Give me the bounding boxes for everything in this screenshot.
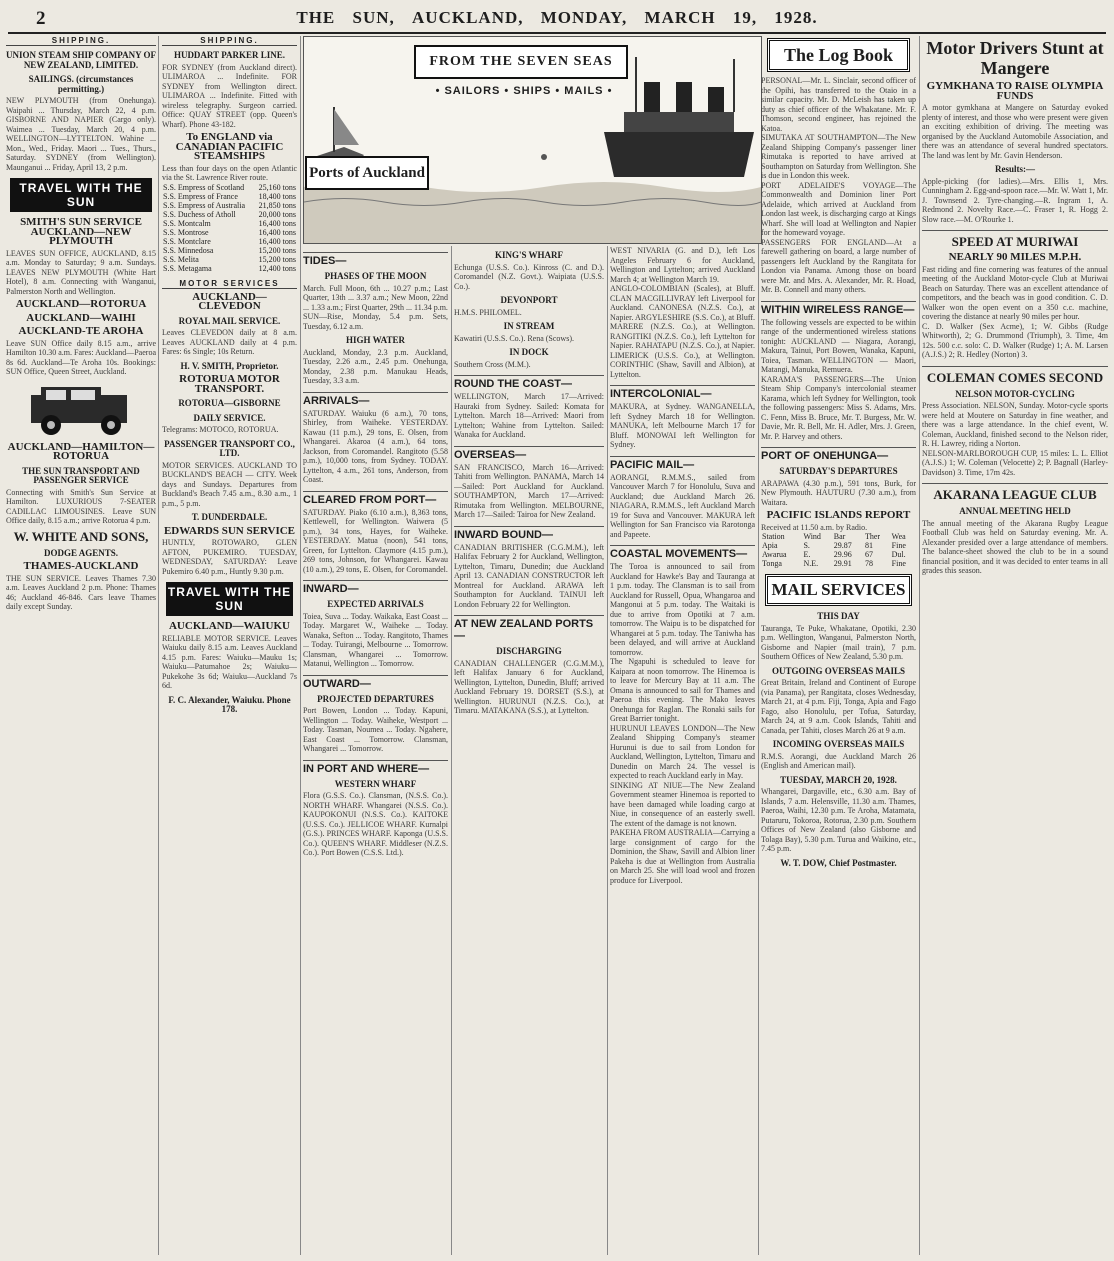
- coleman-heading: COLEMAN COMES SECOND: [922, 366, 1108, 385]
- pacific-mail-body: AORANGI, R.M.M.S., sailed from Vancouver March 7 for Honolulu, Suva and Auckland; due Auckland March 26. NIAGARA, R.M.M.S., left Auckland March 19 for Suva and Vancouver. MAKURA left Wellington for San Francisco via Rarotonga and Papeete.: [610, 472, 755, 539]
- outgoing-mails-heading: OUTGOING OVERSEAS MAILS: [771, 665, 906, 676]
- ports-column-1: [303, 246, 448, 1255]
- white-sons-heading: W. WHITE AND SONS,: [13, 528, 149, 544]
- inward-heading: INWARD—: [303, 580, 448, 595]
- expected-arrivals-body: Toiea, Suva ... Today. Waikaka, East Coast ... Today. Margaret W., Waiheke ... Today. Wanaka, Sefton ... Today. Rangitoto, Thames ... Today. Tuirangi, Melbourne ... Tomorrow. Clansman, Whangarei ... Tomorrow. Matanui, Wellington ... Tomorrow.: [303, 611, 448, 668]
- nz-ports-heading: AT NEW ZEALAND PORTS—: [454, 615, 604, 642]
- coastal-heading: COASTAL MOVEMENTS—: [610, 545, 755, 560]
- in-stream-body: Kawatiri (U.S.S. Co.). Rena (Scows).: [454, 333, 574, 343]
- speed-body: Fast riding and fine cornering was features of the annual meeting of the Auckland Motor-cycle Club at Muriwai Beach on Saturday. There was an excellent attendance of competitors, and the beach was in good condition. C. D. Walker won the open event on a 350 c.c. machine, covering the distance at nearly 90 miles per hour.: [922, 264, 1108, 321]
- table-row: Apia S. 29.87 81 Fine: [762, 541, 906, 550]
- seven-seas-title: FROM THE SEVEN SEAS: [414, 45, 628, 79]
- column-rule: [919, 36, 920, 1255]
- projected-departures-heading: PROJECTED DEPARTURES: [317, 693, 434, 704]
- saturday-departures-heading: SATURDAY'S DEPARTURES: [779, 466, 898, 476]
- table-row: S.S. Empress of France 18,400 tons: [163, 191, 296, 201]
- thames-auckland-heading: THAMES-AUCKLAND: [23, 560, 139, 572]
- high-water-body: Auckland, Monday, 2.3 p.m. Auckland, Tuesday, 2.26 a.m., 2.45 p.m. Onehunga, Monday, 2.38 p.m. Manukau Heads, Tuesday, 3.3 a.m.: [303, 347, 448, 385]
- seven-seas-header: [303, 36, 762, 244]
- passenger-transport-heading: PASSENGER TRANSPORT CO., LTD.: [164, 438, 295, 458]
- gymkhana-heading: GYMKHANA TO RAISE OLYMPIA FUNDS: [926, 80, 1104, 102]
- onehunga-body: ARAPAWA (4.30 p.m.), 591 tons, Burk, for New Plymouth. HAUTURU (7.30 a.m.), from Waitara.: [761, 478, 916, 507]
- high-water-heading: HIGH WATER: [346, 335, 405, 345]
- masthead-word: 1928.: [774, 8, 818, 27]
- motoco-line: Telegrams: MOTOCO, ROTORUA.: [162, 425, 279, 434]
- log-book-column: [761, 36, 916, 1255]
- cleared-heading: CLEARED FROM PORT—: [303, 491, 448, 506]
- mail-services-title: MAIL SERVICES: [765, 574, 912, 606]
- table-header: Station Wind Bar Ther Wea: [762, 532, 906, 541]
- seven-seas-subtitle: • SAILORS • SHIPS • MAILS •: [435, 85, 613, 97]
- dodge-agents: DODGE AGENTS.: [43, 547, 119, 558]
- overseas-heading: OVERSEAS—: [454, 446, 604, 461]
- postmaster-signature: W. T. DOW, Chief Postmaster.: [780, 857, 897, 868]
- outgoing-mails-body: Great Britain, Ireland and Continent of Europe (via Panama), per Rangitata, closes Wednesday, March 21, at 4 p.m. Fiji, Tonga, Apia and Fago Fago, also Honolulu, per Tofua, Saturday, March 24, at 9 a.m. Cook Islands, Tahiti and Canada, per Tahiti, closes March 26 at 9 a.m.: [761, 678, 916, 735]
- canadian-pacific-heading: To ENGLAND via CANADIAN PACIFIC STEAMSHIPS: [175, 131, 284, 162]
- tuesday-body: Whangarei, Dargaville, etc., 6.30 a.m. Bay of Islands, 7 a.m. Helensville, 11.30 a.m. Thames, Paeroa, Waihi, 12.30 p.m. Te Aroha, Matamata, Putaruru, Tokoroa, Rotorua, 2.30 p.m. Southern Offices of New Zealand (also Gisborne and Tolaga Bay), 5.30 p.m. Turua and Waikino, etc., 7.45 p.m.: [761, 787, 916, 853]
- weather-table: [761, 532, 916, 568]
- kings-wharf-heading: KING'S WHARF: [494, 250, 564, 260]
- table-row: S.S. Empress of Australia 21,850 tons: [163, 200, 296, 210]
- column-rule: [451, 246, 452, 1255]
- table-row: S.S. Melita 15,200 tons: [163, 254, 296, 264]
- section-label: SHIPPING.: [162, 36, 297, 46]
- in-dock-body: Southern Cross (M.M.).: [454, 359, 531, 369]
- intercolonial-body: MAKURA, at Sydney. WANGANELLA, left Sydney March 18 for Wellington. MANUKA, left Melbourne March 17 for Bluff. MONOWAI left Wellington for Sydney.: [610, 402, 755, 449]
- shipping-column-1: [6, 36, 156, 1255]
- table-row: Awarua E. 29.96 67 Dul.: [762, 550, 906, 559]
- passengers-item: PASSENGERS FOR ENGLAND—At a farewell gathering on board, a large number of passengers left Auckland by the Rangitata for London via Panama. Among those on board were Mr. and Mrs. A. Alexander, Mr. R. Hoad, Mr. B. Connell and many others.: [761, 237, 916, 294]
- karama-item: KARAMA'S PASSENGERS—The Union Steam Ship Company's intercolonial steamer Karama, which left Sydney for Wellington, took the following passengers: Miss S. Adams, Mrs. C. Fenn, Miss B. Bruce, Mr. T. Burgess, Mr. W. Davie, Mr. R. Bell, Mr. H. Adler, Mrs. J. Green, Mr. P. Harvey and others.: [761, 374, 916, 441]
- moon-heading: PHASES OF THE MOON: [324, 271, 427, 281]
- hamilton-body: Connecting with Smith's Sun Service at Hamilton. LUXURIOUS 7-SEATER CADILLAC LIMOUSINES. Leave SUN Office daily, 8.15 a.m.; arrive Rotorua 4 p.m.: [6, 487, 156, 525]
- section-label: SHIPPING.: [6, 36, 156, 46]
- huddart-body: FOR SYDNEY (from Auckland direct). ULIMAROA ... Indefinite. FOR SYDNEY from Wellington direct. ULIMAROA ... Indefinite. Fitted with wireless telegraphy. Surgeon carried. Office: QUAY STREET (opp. Queen's Wharf). Phone 43-182.: [162, 62, 297, 129]
- limousine-illustration: [21, 381, 141, 439]
- log-book-title: The Log Book: [767, 38, 910, 72]
- masthead-word: THE: [296, 8, 336, 27]
- coastal-body: The Toroa is announced to sail from Auckland for Hawke's Bay and Tauranga at 1 p.m. today. The Clansman is to sail from Auckland for Russell, Opua, Whangaroa and Mangonui at 5 p.m. today. The Waitaki is due to arrive from Opotiki at 7 a.m. tomorrow. The Waipu is to be dispatched for Whangarei at 5 p.m. today. The Taniwha has been delayed, and will arrive at Auckland tomorrow.: [610, 562, 755, 657]
- page-number: 2: [36, 8, 46, 29]
- in-port-heading: IN PORT AND WHERE—: [303, 760, 448, 775]
- masthead-word: 19,: [732, 8, 758, 27]
- column-rule: [300, 36, 301, 1255]
- sailings-body: NEW PLYMOUTH (from Onehunga). Waipahi ... Thursday, March 22, 4 p.m. GISBORNE AND NAPIER (Cargo only). Waimea ... Tuesday, March 20, 4 p.m. WELLINGTON—LYTTELTON. Wahine ... Mon., Wed., Friday. Maori ... Tues., Thurs., Saturday. SYDNEY (from Wellington). Maunganui ... Friday, April 13, 2 p.m.: [6, 96, 156, 172]
- nelson-body: Press Association. NELSON, Sunday. Motor-cycle sports were held at Moutere on Saturday in fine weather, and there was a large attendance. In the chief event, W. Coleman, Auckland, finished second to the Nelson rider, R. H. Lawrey, riding a Norton.: [922, 401, 1108, 448]
- onehunga-heading: PORT OF ONEHUNGA—: [761, 447, 916, 462]
- inward-bound-heading: INWARD BOUND—: [454, 526, 604, 541]
- arrivals-body: SATURDAY. Waiuku (6 a.m.), 70 tons, Shirley, from Waiheke. YESTERDAY. Kawau (11 p.m.), 29 tons, E. Olsen, from Whangarei. Akaroa (4 a.m.), 64 tons, Jackson, from Coromandel. Rangitoto (5.58 p.m.), 10,000 tons, from Sydney. TODAY. Lyttelton, 4 a.m., 261 tons, Anderson, from Coast.: [303, 408, 448, 484]
- in-dock-heading: IN DOCK: [509, 347, 549, 357]
- gymkhana-body: A motor gymkhana at Mangere on Saturday evoked plenty of interest, and those who were present were given an exciting exhibition of driving. The meeting was organised by the Auckland Automobile Association, and there was an attendance of several hundred spectators. The land was lent by Mr. Gavin Henderson.: [922, 103, 1108, 160]
- sailings-heading: SAILINGS. (circumstances permitting.): [28, 74, 134, 94]
- masthead: [8, 2, 1106, 34]
- masthead-word: SUN,: [352, 8, 395, 27]
- pacific-islands-heading: PACIFIC ISLANDS REPORT: [766, 509, 911, 521]
- fleet-table: [162, 183, 297, 273]
- masthead-word: MARCH: [644, 8, 716, 27]
- results-heading: Results:—: [995, 164, 1035, 174]
- table-row: S.S. Montcalm 16,400 tons: [163, 218, 296, 228]
- clevedon-body: Leaves CLEVEDON daily at 8 a.m. Leaves AUCKLAND daily at 4 p.m. Fares: 6s Single; 10s Return.: [162, 328, 297, 356]
- devonport-heading: DEVONPORT: [500, 295, 558, 305]
- motor-services-label: MOTOR SERVICES: [162, 279, 297, 289]
- te-aroha-body: Leave SUN Office daily 8.15 a.m., arrive Hamilton 10.30 a.m. Fares: Auckland—Paeroa 8s 6d. Auckland—Te Aroha 10s. Bookings: SUN Office, Queen Street, Auckland.: [6, 338, 156, 376]
- akarana-body: The annual meeting of the Akarana Rugby League Football Club was held on Saturday evening. Mr. A. Alexander presided over a large attendance of members. The balance-sheet showed the club to be in a sound financial position, and it was decided to enter teams in all grades this season.: [922, 518, 1108, 575]
- cleared-body: SATURDAY. Piako (6.10 a.m.), 8,363 tons, Kettlewell, for Wellington. Waiwera (5 p.m.), 34 tons, Hayes, for Waiheke. YESTERDAY. Matua (noon), 541 tons, Green, for Lyttelton. Claymore (4.15 p.m.), 269 tons, Johnson, for Whangarei. Kawau (10 a.m.), 29 tons, E. Olsen, for Coromandel.: [303, 507, 448, 574]
- table-row: S.S. Montrose 16,400 tons: [163, 227, 296, 237]
- intercolonial-heading: INTERCOLONIAL—: [610, 385, 755, 400]
- masthead-word: MONDAY,: [540, 8, 628, 27]
- round-coast-body: WELLINGTON, March 17—Arrived: Hauraki from Sydney. Sailed: Komata for Lyttelton. March 18—Arrived: Maori from Lyttelton; Wahine from Lyttelton. Sailed: Wanaka for Auckland.: [454, 392, 604, 439]
- pacific-islands-intro: Received at 11.50 a.m. by Radio.: [761, 522, 868, 532]
- philomel-line: H.M.S. PHILOMEL.: [454, 307, 522, 317]
- waiuku-body: RELIABLE MOTOR SERVICE. Leaves Waiuku daily 8.15 a.m. Leaves Auckland 4.15 p.m. Fares: Waiuku—Mauku 1s; Waiuku—Patumahoe 2s; Waiuku—Pukekohe 3s 6d; Waiuku—Auckland 7s 6d.: [162, 633, 297, 690]
- daily-service-label: DAILY SERVICE.: [193, 412, 266, 423]
- speed-results: C. D. Walker (Sex Acme), 1; W. Gibbs (Rudge Whitworth), 2; G. Drummond (Triumph), 3. Time, 4m 12s. 500 c.c. solo: C. D. Walker (Rudge) 1; A. M. Larsen (A.J.S.) 2; R. Hedley (Norton) 3.: [922, 321, 1108, 359]
- passenger-transport-body: MOTOR SERVICES. AUCKLAND TO BUCKLAND'S BEACH — CITY. Week days and Sundays. Departures from Buckland's Beach 7.45 a.m., 8.30 a.m., 1 p.m., 5 p.m.: [162, 460, 297, 508]
- table-row: S.S. Duchess of Atholl 20,000 tons: [163, 209, 296, 219]
- company-heading: UNION STEAM SHIP COMPANY OF NEW ZEALAND, LIMITED.: [6, 50, 156, 70]
- arrivals-heading: ARRIVALS—: [303, 392, 448, 407]
- incoming-mails-body: R.M.S. Aorangi, due Auckland March 26 (English and American mail).: [761, 751, 916, 770]
- this-day-body: Tauranga, Te Puke, Whakatane, Opotiki, 2.30 p.m. Wellington, Wanganui, Palmerston North, Gisborne and Napier (mail train), 7 p.m. Southern Offices of New Zealand, 5.30 p.m.: [761, 623, 916, 661]
- rimutaka-item: SIMUTAKA AT SOUTHAMPTON—The New Zealand Shipping Company's passenger liner Rimutaka is reported to have arrived at Southampton on Saturday from Wellington. She is due in London this week.: [761, 133, 916, 180]
- western-wharf-heading: WESTERN WHARF: [334, 778, 417, 789]
- in-stream-heading: IN STREAM: [503, 321, 555, 331]
- clevedon-heading: AUCKLAND—CLEVEDON: [192, 290, 267, 312]
- edwards-body: HUNTLY, ROTOWARO, GLEN AFTON, PUKEMIRO. TUESDAY, WEDNESDAY, SATURDAY: Leave Pukemiro 6.40 p.m., Huntly 9.30 p.m.: [162, 538, 297, 576]
- wireless-range-heading: WITHIN WIRELESS RANGE—: [761, 301, 916, 316]
- table-row: S.S. Empress of Scotland 25,160 tons: [163, 182, 296, 192]
- auckland-te-aroha-heading: AUCKLAND-TE AROHA: [18, 325, 144, 337]
- sun-body: SUN—Rise, Monday, 5.4 p.m. Sets, Tuesday, 6.12 a.m.: [303, 312, 448, 331]
- smith-service-body: LEAVES SUN OFFICE, AUCKLAND, 8.15 a.m. Monday to Saturday; 9 a.m. Sundays. LEAVES NEW PLYMOUTH (White Hart Hotel), 8 a.m. Connecting with Wanganui, Palmerston North and Wellington.: [6, 248, 156, 296]
- shipping-column-2: [162, 36, 297, 1255]
- smith-service-heading: SMITH'S SUN SERVICE AUCKLAND—NEW PLYMOUTH: [20, 216, 142, 247]
- waiuku-agent: F. C. Alexander, Waiuku. Phone 178.: [168, 694, 291, 714]
- clevedon-proprietor: H. V. SMITH, Proprietor.: [180, 360, 279, 371]
- hamilton-rotorua-heading: AUCKLAND—HAMILTON—ROTORUA: [7, 440, 155, 462]
- masthead-title: [8, 8, 1106, 28]
- inward-bound-body: CANADIAN BRITISHER (C.G.M.M.), left Halifax February 2 for Auckland, Wellington, Lyttelton, Timaru, Dunedin; due Auckland April 13. CANADIAN CONSTRUCTOR left Montreal for Auckland. ARAWA left Southampton for Auckland. TAINUI left London February 22 for Wellington.: [454, 542, 604, 609]
- ports-column-3: [610, 246, 755, 1255]
- speed-muriwai-heading: SPEED AT MURIWAI: [922, 230, 1108, 249]
- waiuku-heading: AUCKLAND—WAIUKU: [168, 620, 290, 632]
- incoming-mails-heading: INCOMING OVERSEAS MAILS: [772, 739, 905, 749]
- outward-heading: OUTWARD—: [303, 675, 448, 690]
- gymkhana-results: Apple-picking (for ladies).—Mrs. Ellis 1, Mrs. Cunningham 2. Egg-and-spoon race.—Mr. W. Watt 1, Mr. J. Townsend 2. Tyre-changing.—R. Ingram 1, A. Redmond 2. Novelty Race.—C. Fraser 1, R. Hogg 2. Slow race.—M. O'Rourke 1.: [922, 176, 1108, 224]
- ports-column-2: [454, 246, 604, 1255]
- vessel-movements-body: ANGLO-COLOMBIAN (Scales), at Bluff. CLAN MACGILLIVRAY left Liverpool for Auckland. CANONESA (N.Z.S. Co.), at Napier. ARGYLESHIRE (S.S. Co.), at Bluff. MARERE (N.Z.S. Co.), at Wellington. RANGITIKI (N.Z.S. Co.), left Lyttelton for Napier. RAHATAPU (N.Z.S. Co.), at Napier. LIMERICK (U.S.S. Co.), at Wellington. CORINTHIC (Shaw, Savill and Albion), at Lyttelton.: [610, 284, 755, 379]
- kings-wharf-body: Echunga (U.S.S. Co.). Kinross (C. and D.). Coromandel (N.Z. Govt.). Waipiata (U.S.S. Co.).: [454, 262, 604, 291]
- rotorua-transport-heading: ROTORUA MOTOR TRANSPORT.: [179, 373, 280, 395]
- nz-ports-body: CANADIAN CHALLENGER (C.G.M.M.), left Halifax January 6 for Auckland, Wellington, Lyttelton, Dunedin, Bluff; arrived Auckland February 19. DORSET (S.S.), at Wellington. HURUNUI (N.Z.S. Co.), at Timaru. MATAKANA (S.S.), at Lyttelton.: [454, 658, 604, 715]
- discharging-heading: DISCHARGING: [496, 646, 562, 656]
- harbour-body: The Ngapuhi is scheduled to leave for Kaipara at noon tomorrow. The Hinemoa is to leave for Mercury Bay at 11 a.m. The Omana is announced to sail for Thames and Paeroa this evening. The Mako leaves Onehunga for Raglan. The Ronaki sails for Great Barrier tonight.: [610, 657, 755, 723]
- overseas-body: SAN FRANCISCO, March 16—Arrived: Tahiti from Wellington. PANAMA, March 14—Sailed: Port Auckland for Auckland. SOUTHAMPTON, March 17—Arrived: Rimutaka from Wellington. MELBOURNE, March 17—Sailed: Tairoa for New Zealand.: [454, 462, 604, 519]
- table-row: Tonga N.E. 29.91 78 Fine: [762, 559, 906, 568]
- west-nivaria-item: WEST NIVARIA (G. and D.), left Los Angeles February 6 for Auckland, Wellington and Lyttelton; arrived Auckland March 4; at Wellington March 19.: [610, 246, 755, 284]
- motor-drivers-headline: Motor Drivers Stunt at Mangere: [926, 38, 1104, 78]
- personal-item: PERSONAL—Mr. L. Sinclair, second officer of the Opihi, has transferred to the Otaio in a similar capacity. Mr. D. McLeish has taken up duty as chief officer of the Whakatane. Mr. F. Thomson, second engineer, has rejoined the Katoa.: [761, 76, 916, 133]
- table-row: S.S. Metagama 12,400 tons: [163, 263, 296, 273]
- this-day-heading: THIS DAY: [817, 611, 860, 621]
- auckland-waihi-heading: AUCKLAND—WAIHI: [26, 311, 136, 324]
- column-rule: [158, 36, 159, 1255]
- wireless-range-body: The following vessels are expected to be within range of the undermentioned wireless stations tonight: AUCKLAND — Niagara, Aorangi, Makura, Tainui, Port Bowen, Wanaka, Kapuni, Toiea, Tasman. WELLINGTON — Maori, Matangi, Manuka, Remuera.: [761, 317, 916, 374]
- niue-item: SINKING AT NIUE—The New Zealand Government steamer Hinemoa is reported to have been damaged while loading cargo at Niue, in consequence of an easterly swell. The extent of the damage is not known.: [610, 780, 755, 828]
- rotorua-gisborne-heading: ROTORUA—GISBORNE: [178, 398, 281, 408]
- travel-banner: TRAVEL WITH THE SUN: [166, 582, 293, 616]
- masthead-word: AUCKLAND,: [412, 8, 524, 27]
- pakeha-item: PAKEHA FROM AUSTRALIA—Carrying a large consignment of cargo for the Dominion, the Shaw, Savill and Albion liner Pakeha is due at Wellington from Australia on March 25. She will load wool and frozen produce for Liverpool.: [610, 828, 755, 885]
- edwards-heading: EDWARDS SUN SERVICE: [163, 524, 296, 537]
- in-port-body: Flora (G.S.S. Co.). Clansman, (N.S.S. Co.). NORTH WHARF. Whangarei (N.S.S. Co.). KAUPOKONUI (N.S.S. Co.). KAITOKE (U.S.S. Co.). JELLICOE WHARF. Kurnalpi (G.S.). PRINCES WHARF. Kaponga (U.S.S. Co.). QUEEN'S WHARF. Middleser (N.Z.S. Co.). Port Bowen (C.S.S. Ltd.).: [303, 791, 448, 857]
- nelson-heading: NELSON MOTOR-CYCLING: [955, 388, 1075, 399]
- akarana-heading: AKARANA LEAGUE CLUB: [922, 483, 1108, 502]
- dunderdale-signature: T. DUNDERDALE.: [191, 512, 268, 522]
- huddart-heading: HUDDART PARKER LINE.: [173, 50, 286, 60]
- column-rule: [607, 246, 608, 1255]
- speed-subheading: NEARLY 90 MILES M.P.H.: [948, 251, 1082, 263]
- port-adelaide-item: PORT ADELAIDE'S VOYAGE—The Commonwealth and Dominion liner Port Adelaide, which arrived at Auckland from London last week, is discharging cargo at Kings Wharf. She will load at Wellington and Napier for the homeward voyage.: [761, 180, 916, 237]
- table-row: S.S. Montclare 16,400 tons: [163, 236, 296, 246]
- royal-mail-heading: ROYAL MAIL SERVICE.: [178, 315, 281, 326]
- moon-body: March. Full Moon, 6th ... 10.27 p.m.; Last Quarter, 13th ... 3.37 a.m.; New Moon, 22nd ... 1.33 a.m.; First Quarter, 29th ... 11.34 p.m.: [303, 283, 448, 312]
- round-coast-heading: ROUND THE COAST—: [454, 375, 604, 390]
- thames-body: THE SUN SERVICE. Leaves Thames 7.30 a.m. Leaves Auckland 2 p.m. Phone: Thames 46; Auckland 46-846. Cars leave Thames daily except Sunday.: [6, 573, 156, 611]
- table-row: S.S. Minnedosa 15,200 tons: [163, 245, 296, 255]
- travel-banner: TRAVEL WITH THE SUN: [10, 178, 152, 212]
- hurunui-item: HURUNUI LEAVES LONDON—The New Zealand Shipping Company's steamer Hurunui is due to sail from London for Auckland, Wellington, Lyttelton, Timaru and Dunedin on March 24. The vessel is expected to reach Auckland early in May.: [610, 723, 755, 780]
- expected-arrivals-heading: EXPECTED ARRIVALS: [327, 599, 424, 609]
- nelson-results: NELSON-MARLBOROUGH CUP, 15 miles: L. L. Elliot (A.J.S.) 1; W. Coleman (Velocette) 2; P. Bagnall (Harley-Davidson) 3. Time, 17m 42s.: [922, 448, 1108, 477]
- tides-heading: TIDES—: [303, 252, 448, 267]
- canadian-pacific-body: Less than four days on the open Atlantic via the St. Lawrence River route.: [162, 163, 297, 182]
- projected-departures-body: Port Bowen, London ... Today. Kapuni, Wellington ... Today. Waiheke, Westport ... Today. Tasman, Noumea ... Today. Ngahere, East Coast ... Tomorrow. Clansman, Whangarei ... Tomorrow.: [303, 706, 448, 753]
- sport-column: [922, 36, 1108, 1255]
- sun-transport-heading: THE SUN TRANSPORT AND PASSENGER SERVICE: [22, 465, 140, 485]
- tuesday-heading: TUESDAY, MARCH 20, 1928.: [780, 774, 897, 785]
- annual-meeting-heading: ANNUAL MEETING HELD: [959, 506, 1071, 516]
- auckland-rotorua-heading: AUCKLAND—ROTORUA: [15, 298, 147, 310]
- ports-of-auckland-title: Ports of Auckland: [305, 156, 429, 190]
- pacific-mail-heading: PACIFIC MAIL—: [610, 456, 755, 471]
